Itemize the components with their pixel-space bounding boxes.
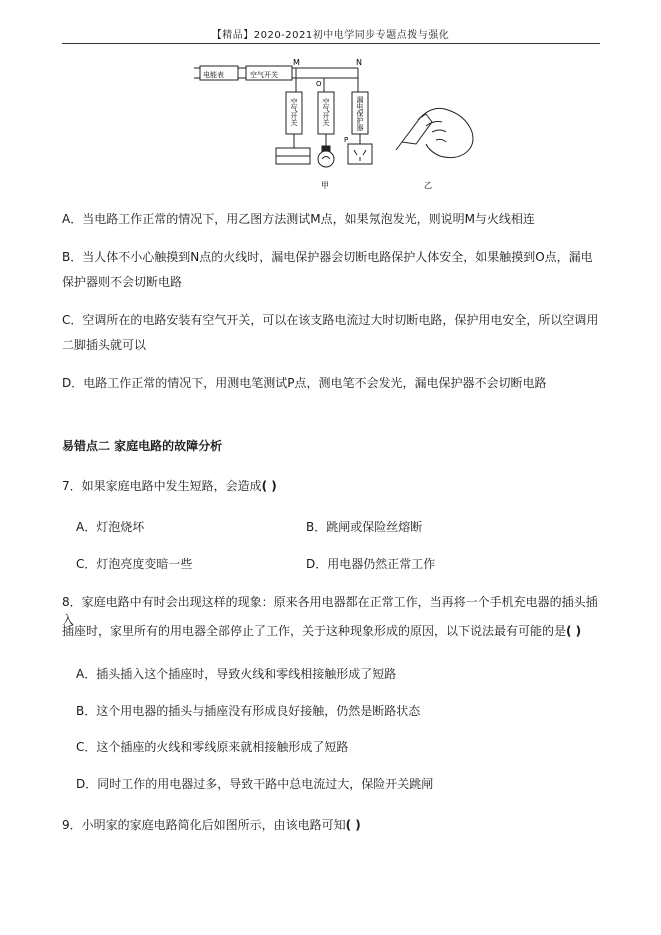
q8-option-d: D．同时工作的用电器过多，导致干路中总电流过大，保险开关跳闸 <box>76 777 434 791</box>
q7-option-b: B．跳闸或保险丝熔断 <box>306 520 423 534</box>
meter-label: 电能表 <box>203 71 224 79</box>
q6-option-a: A．当电路工作正常的情况下，用乙图方法测试M点，如果氖泡发光，则说明M与火线相连 <box>62 212 535 226</box>
point-o-label: O <box>316 80 322 88</box>
branch2-label: 空气开关 <box>322 98 330 126</box>
q6-option-c-cont: 二脚插头就可以 <box>62 338 147 352</box>
q8-option-c: C．这个插座的火线和零线原来就相接触形成了短路 <box>76 740 349 754</box>
q7-option-c: C．灯泡亮度变暗一些 <box>76 557 193 571</box>
point-p-label: P <box>344 136 349 144</box>
q6-option-b: B．当人体不小心触摸到N点的火线时，漏电保护器会切断电路保护人体安全，如果触摸到O点，漏电 <box>62 250 593 264</box>
caption-b: 乙 <box>424 181 432 190</box>
q7-stem: 7．如果家庭电路中发生短路，会造成( ) <box>62 479 277 493</box>
circuit-figure <box>190 56 480 196</box>
line-m-label: M <box>293 58 300 67</box>
caption-a: 甲 <box>321 181 329 190</box>
line-n-label: N <box>356 58 362 67</box>
q6-option-b-cont: 保护器则不会切断电路 <box>62 275 183 289</box>
q6-option-c: C．空调所在的电路安装有空气开关，可以在该支路电流过大时切断电路，保护用电安全，所以空调用 <box>62 313 599 327</box>
q8-stem-line1: 8．家庭电路中有时会出现这样的现象：原来各用电器都在正常工作，当再将一个手机充电器的插头插入 <box>62 595 598 627</box>
q7-answer-paren: ( ) <box>261 479 277 493</box>
q7-option-d: D．用电器仍然正常工作 <box>306 557 436 571</box>
q8-answer-paren: ( ) <box>566 624 582 638</box>
q9-answer-paren: ( ) <box>345 818 361 832</box>
branch3-label: 漏电保护器 <box>356 96 364 131</box>
q8-stem-line2: 插座时，家里所有的用电器全部停止了工作，关于这种现象形成的原因，以下说法最有可能的是( ) <box>62 624 582 638</box>
branch1-label: 空气开关 <box>290 98 298 126</box>
q6-option-d: D．电路工作正常的情况下，用测电笔测试P点，测电笔不会发光，漏电保护器不会切断电路 <box>62 376 547 390</box>
q8-option-a: A．插头插入这个插座时，导致火线和零线相接触形成了短路 <box>76 667 397 681</box>
section-title: 易错点二 家庭电路的故障分析 <box>62 439 223 453</box>
page-header: 【精品】2020-2021初中电学同步专题点拨与强化 <box>211 30 450 41</box>
main-switch-label: 空气开关 <box>250 71 278 79</box>
q8-option-b: B．这个用电器的插头与插座没有形成良好接触，仍然是断路状态 <box>76 704 421 718</box>
header-rule <box>62 43 600 44</box>
q9-stem: 9．小明家的家庭电路简化后如图所示，由该电路可知( ) <box>62 818 361 832</box>
q7-option-a: A．灯泡烧坏 <box>76 520 145 534</box>
